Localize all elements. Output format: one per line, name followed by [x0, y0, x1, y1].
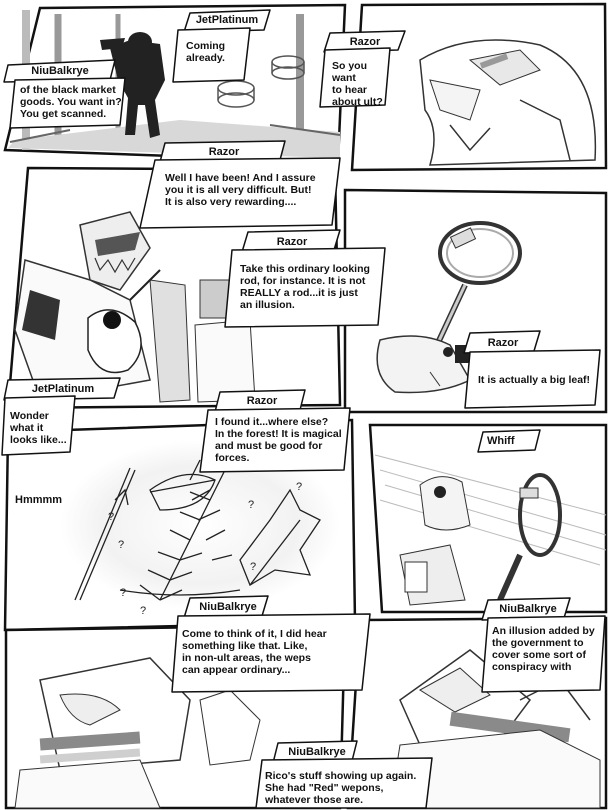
speech-text: An illusion added by the government to cover some sort of conspiracy with — [492, 625, 595, 673]
svg-text:?: ? — [296, 481, 303, 493]
speech-text: Take this ordinary looking rod, for instance. It is not REALLY a rod...it is just an illusion. — [240, 263, 370, 311]
svg-text:?: ? — [108, 511, 115, 523]
speaker-tag: Razor — [349, 36, 381, 48]
panel-6 — [370, 425, 606, 612]
speaker-tag: Razor — [208, 146, 240, 158]
svg-text:?: ? — [140, 605, 147, 617]
speaker-tag: JetPlatinum — [195, 14, 259, 26]
speech-text: I found it...where else? In the forest! It is magical and must be good for forces. — [215, 416, 342, 464]
speech-text: It is actually a big leaf! — [478, 374, 591, 386]
speech-text: Come to think of it, I did hear something like that. Like, in non-ult areas, the weps can appear ordinary... — [182, 628, 327, 676]
svg-text:?: ? — [120, 587, 127, 599]
speaker-tag: NiuBalkrye — [31, 65, 89, 77]
speech-text: of the black market goods. You want in? You get scanned. — [20, 84, 122, 120]
speaker-tag: NiuBalkrye — [499, 603, 557, 615]
svg-text:?: ? — [118, 539, 125, 551]
sound-effect-hmmmm: Hmmmm — [15, 494, 63, 506]
speech-text: Rico's stuff showing up again. She had "Red" wepons, whatever those are. — [265, 770, 417, 806]
panel-2 — [352, 4, 606, 170]
speech-text: Well I have been! And I assure you it is all very difficult. But! It is also very rewarding.... — [165, 172, 316, 208]
speaker-tag: NiuBalkrye — [288, 746, 346, 758]
speech-text: Wonder what it looks like... — [10, 410, 67, 446]
speaker-tag: NiuBalkrye — [199, 601, 257, 613]
speech-text: Coming already. — [186, 40, 226, 64]
speaker-tag: JetPlatinum — [31, 383, 95, 395]
sound-effect-whiff: Whiff — [487, 435, 515, 447]
svg-text:?: ? — [248, 499, 255, 511]
speech-text: So you want to hear about ult? — [332, 60, 383, 108]
speaker-tag: Razor — [276, 236, 308, 248]
svg-text:?: ? — [250, 561, 257, 573]
speaker-tag: Razor — [246, 395, 278, 407]
speaker-tag: Razor — [487, 337, 519, 349]
